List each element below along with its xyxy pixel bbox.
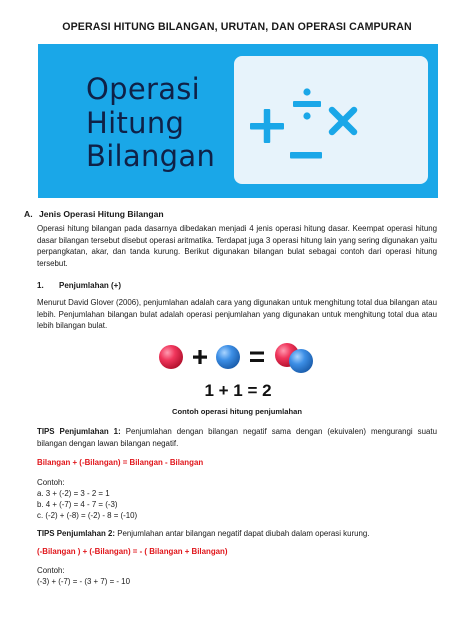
penjumlahan-number: 1. <box>37 281 44 290</box>
example-2: (-3) + (-7) = - (3 + 7) = - 10 <box>37 577 130 586</box>
example-c: c. (-2) + (-8) = (-2) - 8 = (-10) <box>37 511 138 520</box>
banner-line-2: Hitung <box>86 105 185 140</box>
tip-2 <box>37 528 370 540</box>
equals-sign-icon <box>250 352 264 363</box>
red-ball-icon <box>159 345 183 369</box>
banner-heading <box>86 73 215 174</box>
illustration-caption: Contoh operasi hitung penjumlahan <box>172 407 302 416</box>
banner-line-1: Operasi <box>86 72 201 106</box>
rule-2: (-Bilangan ) + (-Bilangan) = - ( Bilangan + Bilangan) <box>37 547 228 556</box>
plus-icon <box>250 109 284 143</box>
blue-ball-icon <box>216 345 240 369</box>
penjumlahan-title: Penjumlahan (+) <box>59 281 122 290</box>
intro-paragraph: Operasi hitung bilangan pada dasarnya dibedakan menjadi 4 jenis operasi hitung dasar. Keempat operasi hitung dasar bilangan tersebut disebut operasi aritmatika. Terdapat juga 3 operasi hitung lain yang sering digunakan yaitu perpangkatan, akar, dan tanda kurung. Berikut digunakan bilangan bulat sebagai contoh dari operasi hitung tersebut. <box>37 224 437 269</box>
contoh-label-2: Contoh: <box>37 566 65 575</box>
divide-icon <box>293 88 321 119</box>
times-icon <box>332 110 354 132</box>
tip-2-text: Penjumlahan antar bilangan negatif dapat diubah dalam operasi kurung. <box>115 529 370 538</box>
minus-icon <box>290 152 322 159</box>
tip-1 <box>37 426 437 449</box>
example-a: a. 3 + (-2) = 3 - 2 = 1 <box>37 489 110 498</box>
banner-line-3: Bilangan <box>86 139 216 173</box>
operators-panel <box>234 56 428 184</box>
banner-image <box>38 44 438 198</box>
tip-1-text: Penjumlahan dengan bilangan negatif sama dengan (ekuivalen) mengurangi suatu bilangan dengan lawan bilangan negatif. <box>37 427 437 448</box>
ball-pair-icon <box>275 343 313 373</box>
section-a-number: A. <box>24 209 33 219</box>
plus-sign-icon <box>193 350 207 364</box>
example-b: b. 4 + (-7) = 4 - 7 = (-3) <box>37 500 118 509</box>
penjumlahan-heading <box>37 281 121 290</box>
document-title: OPERASI HITUNG BILANGAN, URUTAN, DAN OPERASI CAMPURAN <box>62 21 412 33</box>
tip-2-label: TIPS Penjumlahan 2: <box>37 529 116 538</box>
tip-1-label: TIPS Penjumlahan 1: <box>37 427 121 436</box>
contoh-label-1: Contoh: <box>37 478 65 487</box>
addition-illustration <box>150 340 330 407</box>
addition-equation: 1 + 1 = 2 <box>204 381 272 400</box>
section-a-heading <box>24 209 164 219</box>
penjumlahan-definition: Menurut David Glover (2006), penjumlahan adalah cara yang digunakan untuk menghitung total dua bilangan atau lebih. Penjumlahan bilangan bulat adalah operasi penjumlahan yang digunakan untuk menghitung total dua atau lebih bilangan bulat. <box>37 298 437 331</box>
section-a-title: Jenis Operasi Hitung Bilangan <box>39 209 164 219</box>
rule-1: Bilangan + (-Bilangan) = Bilangan - Bilangan <box>37 458 204 467</box>
